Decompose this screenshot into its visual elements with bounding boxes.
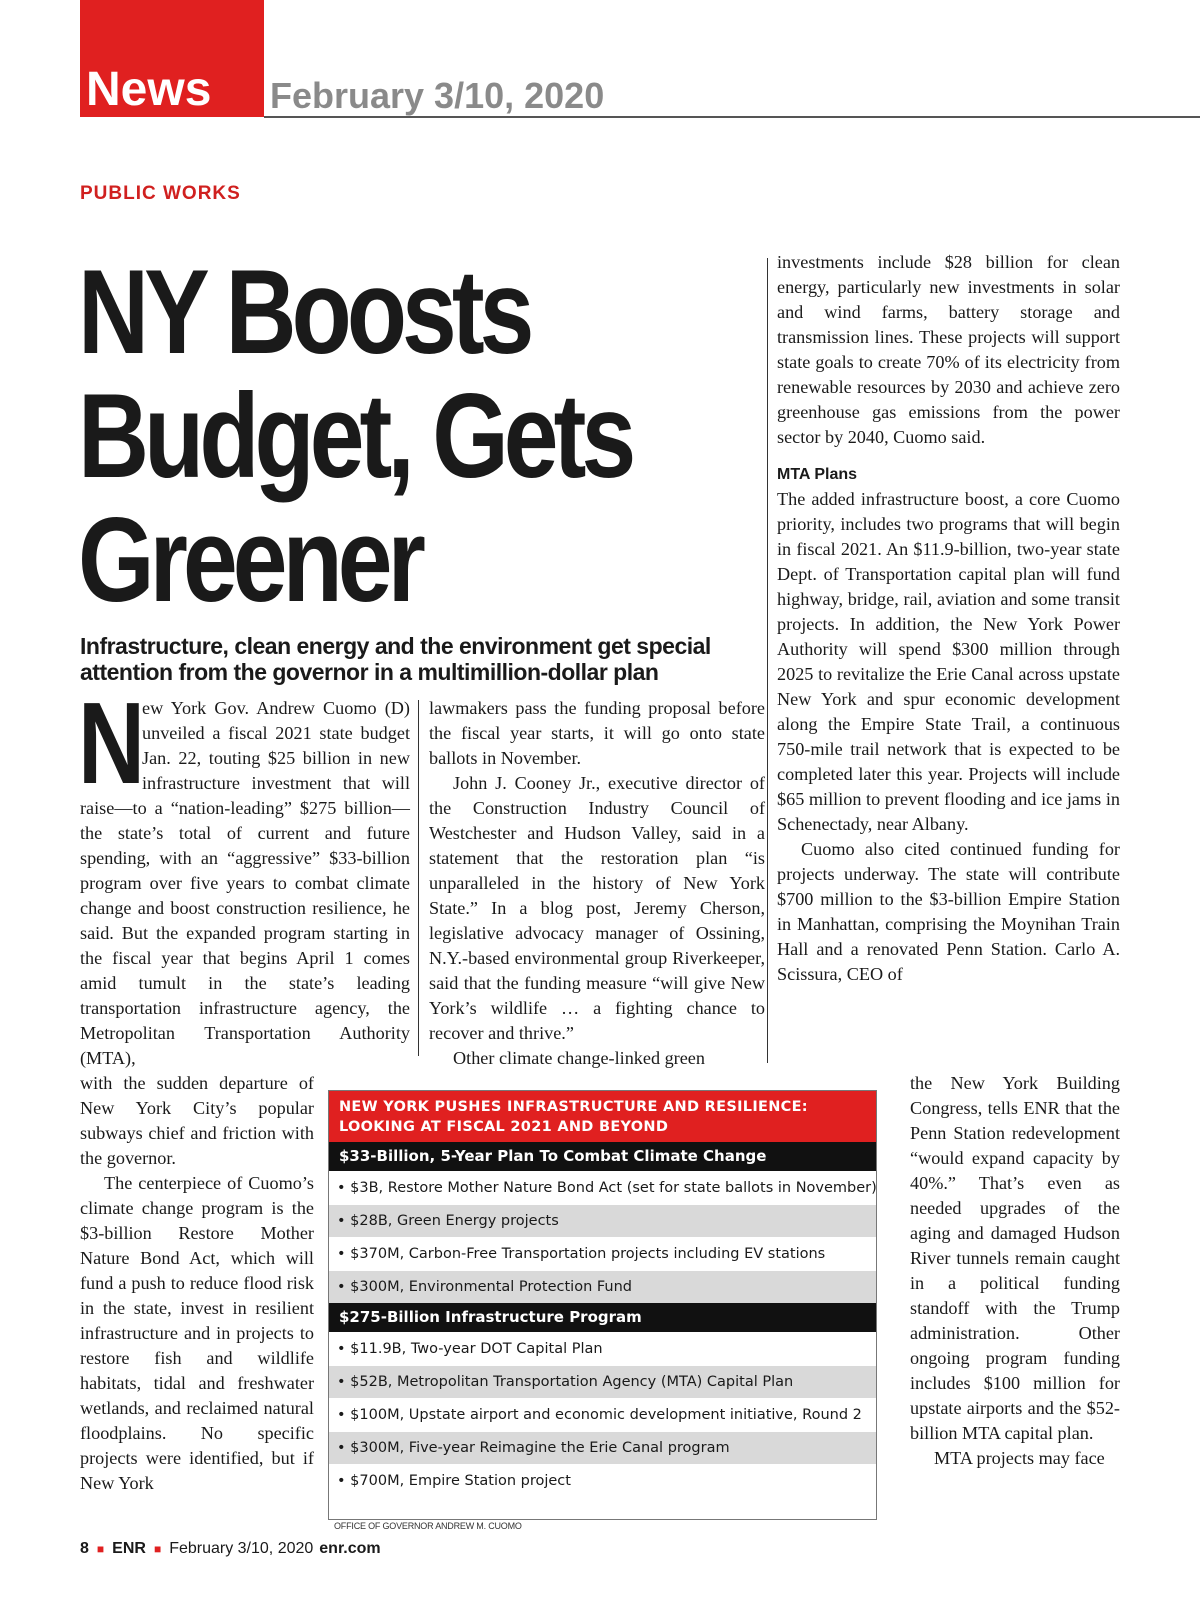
magazine-name: ENR	[112, 1540, 146, 1557]
body-paragraph: Cuomo also cited continued funding for projects underway. The state will contribute $700 million to the $3-billion Empire Station in Manhattan, comprising the Moynihan Train Hall and a renovated Penn Station. Carlo A. Scissura, CEO of	[777, 839, 1120, 984]
kicker: PUBLIC WORKS	[80, 183, 241, 204]
body-paragraph: The added infrastructure boost, a core Cuomo priority, includes two programs that will begin in fiscal 2021. An $11.9-billion, two-year state Dept. of Transportation capital plan will fund highway, bridge, rail, aviation and some transit projects. In addition, the New York Power Authority will spend $300 million through 2025 to revitalize the Erie Canal across upstate New York and spur economic development along the Empire State Trail, a continuous 750-mile trail network that is expected to be completed later this year. Projects will include $65 million to prevent flooding and ice jams in Schenectady, near Albany.	[777, 489, 1120, 834]
body-paragraph: investments include $28 billion for clean energy, particularly new investments in solar and wind farms, battery storage and transmission lines. These projects will support state goals to create 70% of its electricity from renewable resources by 2030 and achieve zero greenhouse gas emissions from the power sector by 2040, Cuomo said.	[777, 252, 1120, 447]
body-paragraph: the New York Building Congress, tells ENR that the Penn Station redevelopment “would expand capacity by 40%.” That’s even as needed upgrades of the aging and damaged Hudson River tunnels remain caught in a political funding standoff with the Trump administration. Other ongoing program funding includes $100 million for upstate airports and the $52-billion MTA capital plan.	[910, 1073, 1120, 1443]
page-number: 8	[80, 1540, 89, 1557]
column-rule	[418, 700, 419, 1056]
subhead: MTA Plans	[777, 466, 858, 483]
body-paragraph: ew York Gov. Andrew Cuomo (D) unveiled a fiscal 2021 state budget Jan. 22, touting $25 billion in new infrastructure investment that will raise—to a “nation-leading” $275 billion—the state’s total of current and future spending, with an “aggressive” $33-billion program over five years to combat climate change and boost construction resilience, he said. But the expanded program starting in the fiscal year that begins April 1 comes amid tumult in the state’s leading transportation infrastructure agency, the Metropolitan Transportation Authority (MTA),	[80, 698, 410, 1068]
site-url[interactable]: enr.com	[319, 1540, 381, 1557]
body-paragraph: lawmakers pass the funding proposal before the fiscal year starts, it will go onto state ballots in November.	[429, 698, 765, 768]
fact-box-item: • $300M, Five-year Reimagine the Erie Canal program	[329, 1431, 876, 1464]
body-column-1-top	[78, 678, 410, 1071]
header-rule	[264, 116, 1200, 118]
body-paragraph: The centerpiece of Cuomo’s climate change program is the $3-billion Restore Mother Nature Bond Act, which will fund a push to reduce flood risk in the state, invest in resilient infrastructure and in projects to restore fish and wildlife habitats, tidal and freshwater wetlands, and reclaimed natural floodplains. No specific projects were identified, but if New York	[80, 1173, 314, 1493]
fact-box-title: NEW YORK PUSHES INFRASTRUCTURE AND RESILIENCE: LOOKING AT FISCAL 2021 AND BEYOND	[329, 1091, 876, 1142]
deck: Infrastructure, clean energy and the environment get special attention from the governor in a multimillion-dollar plan	[80, 633, 711, 685]
fact-box-item: • $100M, Upstate airport and economic development initiative, Round 2	[329, 1398, 876, 1431]
fact-box-item: • $11.9B, Two-year DOT Capital Plan	[329, 1332, 876, 1365]
column-rule	[767, 258, 768, 1063]
fact-box-item: • $28B, Green Energy projects	[329, 1204, 876, 1237]
body-paragraph: Other climate change-linked green	[453, 1048, 705, 1068]
headline: NY Boosts Budget, Gets Greener	[78, 245, 632, 627]
drop-cap: N	[78, 678, 146, 808]
page-footer	[80, 1540, 381, 1558]
square-bullet-icon: ■	[153, 1542, 162, 1556]
body-paragraph: MTA projects may face	[934, 1448, 1105, 1468]
square-bullet-icon: ■	[96, 1542, 105, 1556]
photo-credit: OFFICE OF GOVERNOR ANDREW M. CUOMO	[334, 1521, 522, 1531]
issue-date: February 3/10, 2020	[270, 75, 605, 116]
body-column-1-bottom	[80, 1071, 314, 1496]
body-paragraph: with the sudden departure of New York City’s popular subways chief and friction with the governor.	[80, 1073, 314, 1168]
fact-box	[328, 1090, 877, 1520]
fact-box-section-header: $275-Billion Infrastructure Program	[329, 1303, 876, 1332]
fact-box-item: • $370M, Carbon-Free Transportation projects including EV stations	[329, 1237, 876, 1270]
body-column-3-narrow	[910, 1071, 1120, 1471]
fact-box-item: • $3B, Restore Mother Nature Bond Act (set for state ballots in November)	[329, 1171, 876, 1204]
body-column-2	[429, 696, 765, 1071]
fact-box-item: • $300M, Environmental Protection Fund	[329, 1270, 876, 1303]
body-column-3	[777, 250, 1120, 987]
body-paragraph: John J. Cooney Jr., executive director of the Construction Industry Council of Westchester and Hudson Valley, said in a statement that the restoration plan “is unparalleled in the history of New York State.” In a blog post, Jeremy Cherson, legislative advocacy manager of Ossining, N.Y.-based environmental group Riverkeeper, said that the funding measure “will give New York’s wildlife … a fighting chance to recover and thrive.”	[429, 773, 765, 1043]
section-title: News	[86, 63, 212, 116]
fact-box-item: • $52B, Metropolitan Transportation Agency (MTA) Capital Plan	[329, 1365, 876, 1398]
fact-box-item: • $700M, Empire Station project	[329, 1464, 876, 1497]
footer-date: February 3/10, 2020	[169, 1540, 314, 1557]
fact-box-section-header: $33-Billion, 5-Year Plan To Combat Climate Change	[329, 1142, 876, 1171]
